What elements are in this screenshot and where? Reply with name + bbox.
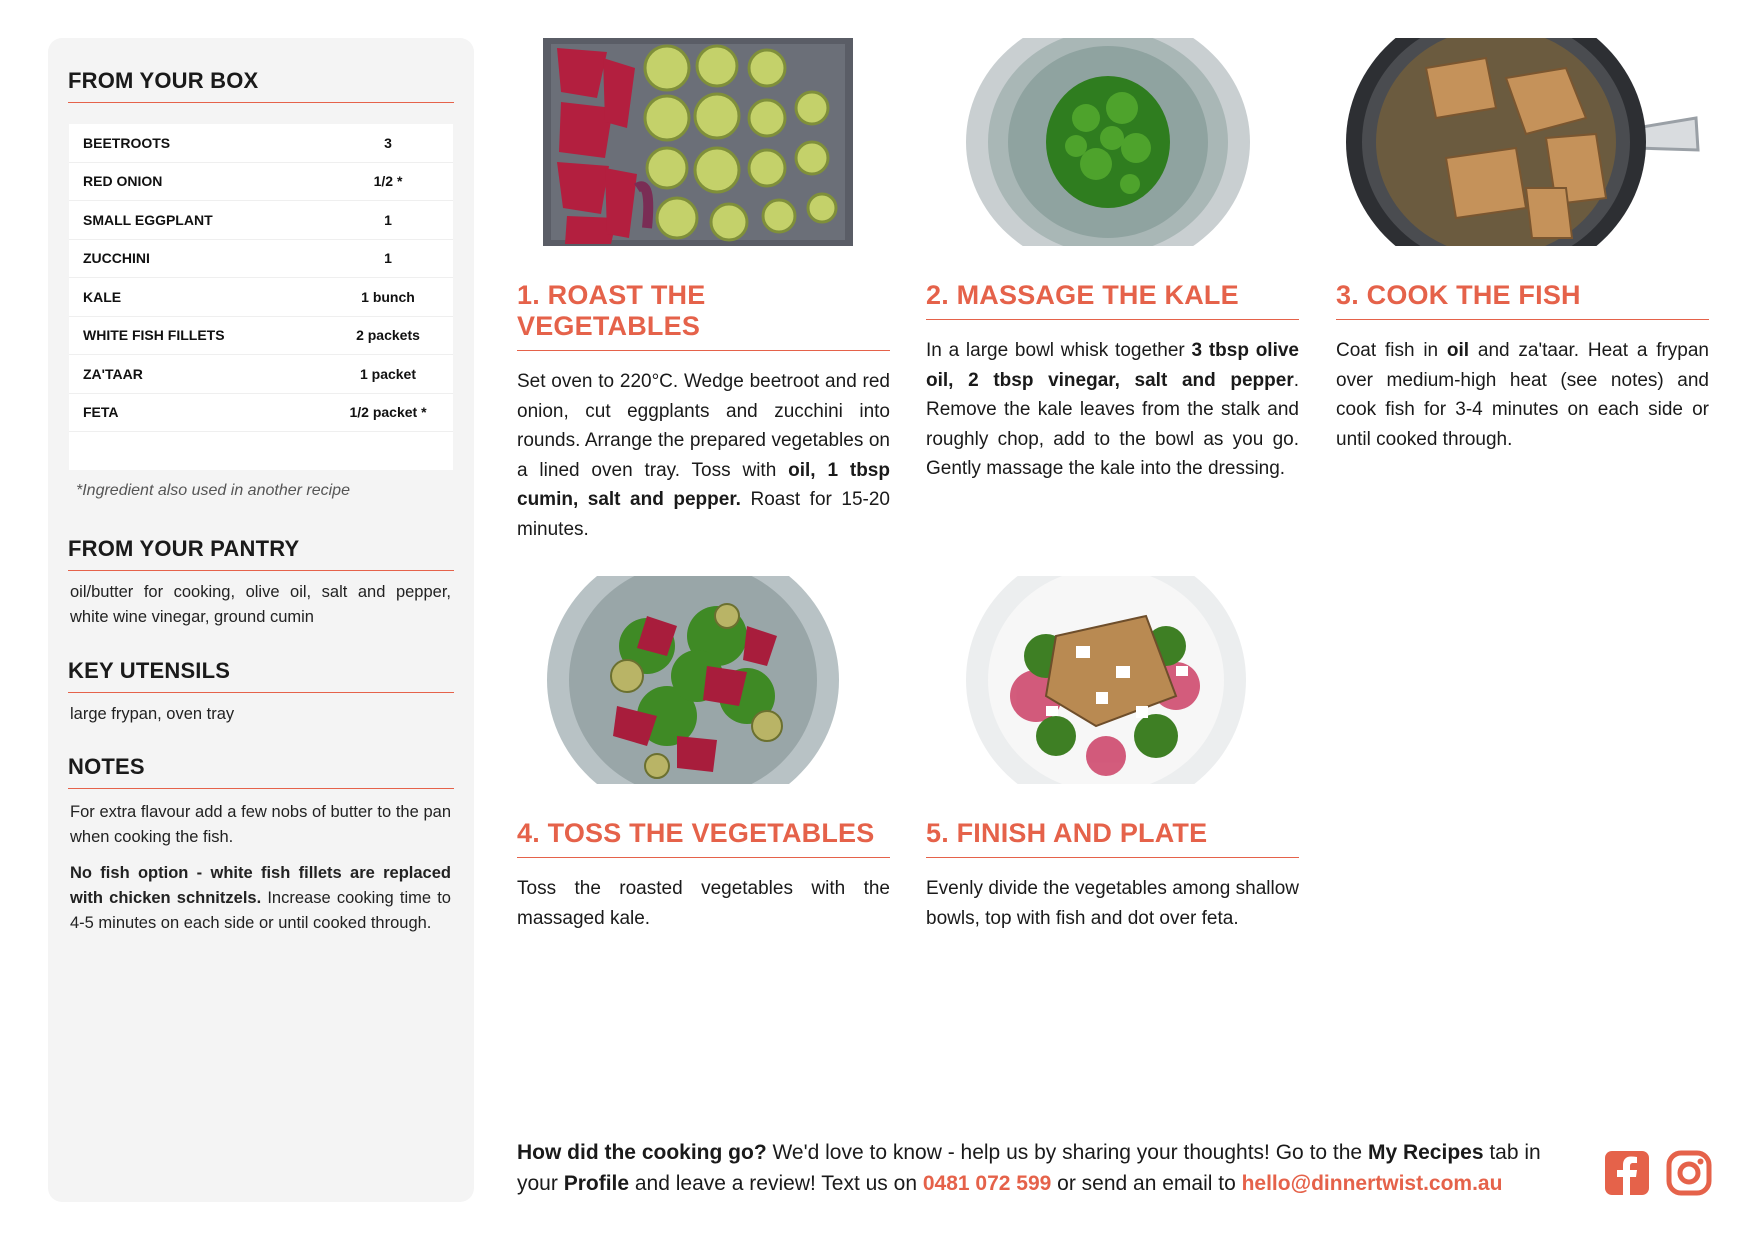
step-2-title: 2. MASSAGE THE KALE <box>926 280 1299 320</box>
step-2-text-bold: 3 tbsp olive oil, 2 tbsp vinegar, salt and pepper <box>926 340 1300 391</box>
step-1-text <box>517 367 890 544</box>
ingredient-qty: 1/2 packet * <box>349 404 427 421</box>
ingredient-name: ZA'TAAR <box>83 365 143 382</box>
tossed-vegetables-bowl-photo <box>517 576 890 784</box>
step-5 <box>926 576 1299 933</box>
ingredient-name: RED ONION <box>83 173 163 190</box>
sidebar <box>48 38 474 1202</box>
ingredient-qty: 1 <box>384 250 392 267</box>
ingredient-qty: 2 packets <box>356 327 420 344</box>
step-4 <box>517 576 890 933</box>
step-3 <box>1336 38 1709 454</box>
ingredient-row <box>69 355 453 394</box>
ingredient-name: BEETROOTS <box>83 134 171 151</box>
ingredient-name: SMALL EGGPLANT <box>83 211 213 228</box>
from-your-pantry-heading: FROM YOUR PANTRY <box>68 536 454 571</box>
footer-text-1: We'd love to know - help us by sharing your thoughts! Go to the <box>766 1141 1368 1164</box>
notes-heading: NOTES <box>68 754 454 789</box>
step-4-text: Toss the roasted vegetables with the massaged kale. <box>517 878 890 929</box>
feedback-footer <box>517 1137 1577 1199</box>
notes-text-1: For extra flavour add a few nobs of butter to the pan when cooking the fish. <box>70 803 451 846</box>
ingredient-row <box>69 240 453 279</box>
profile-label: Profile <box>563 1172 630 1195</box>
ingredient-name: ZUCCHINI <box>83 250 150 267</box>
step-2-text-c: . Remove the kale leaves from the stalk and roughly chop, add to the bowl as you go. Gently massage the kale into the dressing. <box>926 369 1299 479</box>
footer-question: How did the cooking go? <box>517 1141 767 1164</box>
step-2-text <box>926 336 1299 484</box>
footer-text-3: and leave a review! Text us on <box>629 1172 923 1195</box>
ingredient-name: KALE <box>83 288 122 305</box>
notes-rest: Increase cooking time to 4-5 minutes on each side or until cooked through. <box>70 889 451 932</box>
step-5-text: Evenly divide the vegetables among shallow bowls, top with fish and dot over feta. <box>926 878 1299 929</box>
ingredient-qty: 1/2 * <box>373 173 403 190</box>
ingredient-qty: 1 packet <box>359 365 417 382</box>
ingredient-note: *Ingredient also used in another recipe <box>76 482 350 499</box>
ingredient-row <box>69 124 453 163</box>
facebook-icon[interactable] <box>1604 1150 1650 1196</box>
footer-text-2: tab in your <box>517 1141 1541 1195</box>
pantry-text: oil/butter for cooking, olive oil, salt and pepper, white wine vinegar, ground cumin <box>70 583 451 626</box>
plated-dish-photo <box>926 576 1299 784</box>
utensils-text: large frypan, oven tray <box>70 705 235 723</box>
step-2-text-a: In a large bowl whisk together <box>926 340 1192 361</box>
step-3-text-bold: oil <box>1446 340 1470 361</box>
from-your-box-heading: FROM YOUR BOX <box>68 68 454 103</box>
step-4-title: 4. TOSS THE VEGETABLES <box>517 818 890 858</box>
step-5-title: 5. FINISH AND PLATE <box>926 818 1299 858</box>
step-3-text-c: and za'taar. Heat a frypan over medium-high heat (see notes) and cook fish for 3-4 minutes on each side or until cooked through. <box>1336 340 1709 450</box>
step-1 <box>517 38 890 544</box>
step-1-title: 1. ROAST THE VEGETABLES <box>517 280 890 351</box>
ingredient-row <box>69 201 453 240</box>
ingredient-name: FETA <box>83 404 119 421</box>
step-2 <box>926 38 1299 484</box>
step-3-title: 3. COOK THE FISH <box>1336 280 1709 320</box>
ingredient-qty: 3 <box>384 134 392 151</box>
step-3-text-a: Coat fish in <box>1336 340 1447 361</box>
phone-link[interactable]: 0481 072 599 <box>922 1172 1052 1195</box>
ingredient-name: WHITE FISH FILLETS <box>83 327 225 344</box>
ingredient-qty: 1 bunch <box>361 288 415 305</box>
ingredient-row <box>69 278 453 317</box>
my-recipes-label: My Recipes <box>1367 1141 1484 1164</box>
kale-bowl-photo <box>926 38 1299 246</box>
notes-text-2 <box>70 861 451 936</box>
ingredient-qty: 1 <box>384 211 392 228</box>
footer-text-4: or send an email to <box>1051 1172 1242 1195</box>
notes-bold: No fish option - white fish fillets are replaced with chicken schnitzels. <box>70 864 451 907</box>
ingredient-row <box>69 317 453 356</box>
roasted-vegetables-tray-photo <box>517 38 890 246</box>
step-1-text-a: Set oven to 220°C. Wedge beetroot and red onion, cut eggplants and zucchini into rounds. Arrange the prepared vegetables on a lined oven tray. Toss with <box>517 371 890 481</box>
frypan-fish-photo <box>1336 38 1709 246</box>
ingredient-row <box>69 394 453 433</box>
ingredients-table <box>69 124 453 470</box>
email-link[interactable]: hello@dinnertwist.com.au <box>1241 1172 1503 1195</box>
step-1-text-bold: oil, 1 tbsp cumin, salt and pepper. <box>517 459 890 510</box>
step-3-text <box>1336 336 1709 454</box>
instagram-icon[interactable] <box>1666 1150 1712 1196</box>
ingredient-row <box>69 163 453 202</box>
step-1-text-c: Roast for 15-20 minutes. <box>517 489 890 540</box>
key-utensils-heading: KEY UTENSILS <box>68 658 454 693</box>
